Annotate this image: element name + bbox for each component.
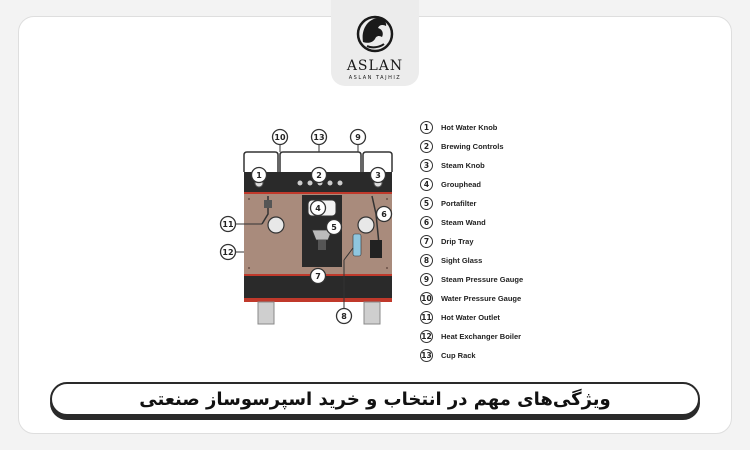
legend-number: 2: [420, 140, 433, 153]
callout-number: 2: [316, 171, 322, 180]
callout-number: 3: [375, 171, 381, 180]
callout-12: [221, 245, 236, 260]
legend-number: 4: [420, 178, 433, 191]
legend-item: [420, 137, 620, 156]
portafilter-handle: [318, 240, 326, 250]
legend-item: [420, 194, 620, 213]
callout-1: [252, 168, 267, 183]
hot-water-valve: [264, 200, 272, 208]
legend-item: [420, 213, 620, 232]
legend-item: [420, 327, 620, 346]
legend-number: 5: [420, 197, 433, 210]
legend-item: [420, 156, 620, 175]
steam-pressure-gauge: [358, 217, 374, 233]
legend-label: Portafilter: [441, 199, 477, 208]
base-trim: [244, 298, 392, 302]
callout-number: 8: [341, 312, 347, 321]
callout-number: 13: [313, 133, 325, 142]
legend-number: 7: [420, 235, 433, 248]
callout-number: 6: [381, 210, 387, 219]
legend-label: Heat Exchanger Boiler: [441, 332, 522, 341]
legend-item: [420, 308, 620, 327]
legend-label: Steam Wand: [441, 218, 486, 227]
legend-item: [420, 346, 620, 365]
callout-number: 1: [256, 171, 262, 180]
callout-7: [311, 269, 326, 284]
legend-item: [420, 232, 620, 251]
legend-number: 6: [420, 216, 433, 229]
legend-item: [420, 270, 620, 289]
callout-6: [377, 207, 392, 222]
callout-10: [273, 130, 288, 145]
legend-number: 1: [420, 121, 433, 134]
legend-label: Brewing Controls: [441, 142, 504, 151]
legend-label: Hot Water Outlet: [441, 313, 500, 322]
left-leg: [258, 302, 274, 324]
legend-number: 12: [421, 332, 432, 341]
water-pressure-gauge: [268, 217, 284, 233]
sight-glass: [353, 234, 361, 256]
trim-line-top: [244, 192, 392, 194]
callout-4: [311, 201, 326, 216]
callout-8: [337, 309, 352, 324]
steam-valve: [370, 240, 382, 258]
legend-number: 10: [421, 294, 432, 303]
callout-5: [327, 220, 342, 235]
legend-number: 9: [420, 273, 433, 286]
base-plate: [244, 284, 392, 298]
callout-number: 10: [274, 133, 286, 142]
parts-legend: [420, 118, 620, 365]
legend-label: Grouphead: [441, 180, 482, 189]
legend-number: 3: [420, 159, 433, 172]
legend-label: Cup Rack: [441, 351, 476, 360]
brand-tagline: ASLAN TAJHIZ: [348, 75, 402, 81]
legend-label: Sight Glass: [441, 256, 483, 265]
legend-item: [420, 289, 620, 308]
legend-label: Drip Tray: [441, 237, 474, 246]
legend-label: Water Pressure Gauge: [441, 294, 522, 303]
callout-11: [221, 217, 236, 232]
callout-number: 4: [315, 204, 321, 213]
legend-label: Steam Knob: [441, 161, 485, 170]
callout-number: 5: [331, 223, 337, 232]
legend-item: [420, 175, 620, 194]
brand-name: ASLAN: [346, 58, 404, 74]
legend-item: [420, 118, 620, 137]
callout-13: [312, 130, 327, 145]
callout-3: [371, 168, 386, 183]
right-leg: [364, 302, 380, 324]
banner-title: ویژگی‌های مهم در انتخاب و خرید اسپرسوساز صنعتی: [139, 388, 611, 410]
legend-number: 13: [421, 351, 432, 360]
legend-label: Hot Water Knob: [441, 123, 498, 132]
callout-number: 7: [315, 272, 321, 281]
callout-number: 11: [222, 220, 234, 229]
callout-number: 9: [355, 133, 361, 142]
legend-label: Steam Pressure Gauge: [441, 275, 524, 284]
legend-item: [420, 251, 620, 270]
callout-9: [351, 130, 366, 145]
page-banner: [50, 382, 700, 416]
legend-number: 11: [421, 313, 432, 322]
callout-2: [312, 168, 327, 183]
legend-number: 8: [420, 254, 433, 267]
callout-number: 12: [222, 248, 234, 257]
